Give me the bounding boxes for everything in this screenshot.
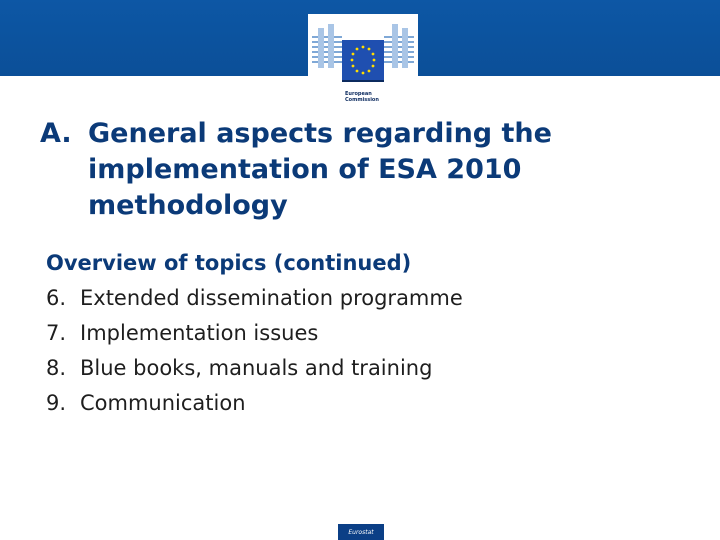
list-item (46, 316, 666, 351)
berlaymont-building-icon (308, 14, 418, 102)
european-commission-logo (308, 14, 418, 102)
topic-text: Extended dissemination programme (80, 286, 463, 310)
logo-line-1: European (345, 91, 372, 97)
title-line-1: General aspects regarding the (88, 118, 552, 149)
topic-number: 8. (46, 356, 67, 380)
list-item (46, 281, 666, 316)
title-letter: A. (40, 118, 72, 149)
topic-number: 6. (46, 286, 67, 310)
slide-body (46, 246, 666, 421)
topic-number: 9. (46, 391, 67, 415)
list-item (46, 386, 666, 421)
topic-number: 7. (46, 321, 67, 345)
title-line-2: implementation of ESA 2010 (88, 154, 522, 185)
subheading: Overview of topics (continued) (46, 251, 412, 275)
topic-text: Communication (80, 391, 246, 415)
eurostat-logo: Eurostat (338, 524, 384, 540)
topic-text: Implementation issues (80, 321, 319, 345)
list-item (46, 351, 666, 386)
logo-wordmark (345, 91, 405, 103)
title-line-3: methodology (88, 190, 288, 221)
slide-title (40, 116, 680, 224)
topic-text: Blue books, manuals and training (80, 356, 433, 380)
logo-line-2: Commission (345, 97, 379, 103)
